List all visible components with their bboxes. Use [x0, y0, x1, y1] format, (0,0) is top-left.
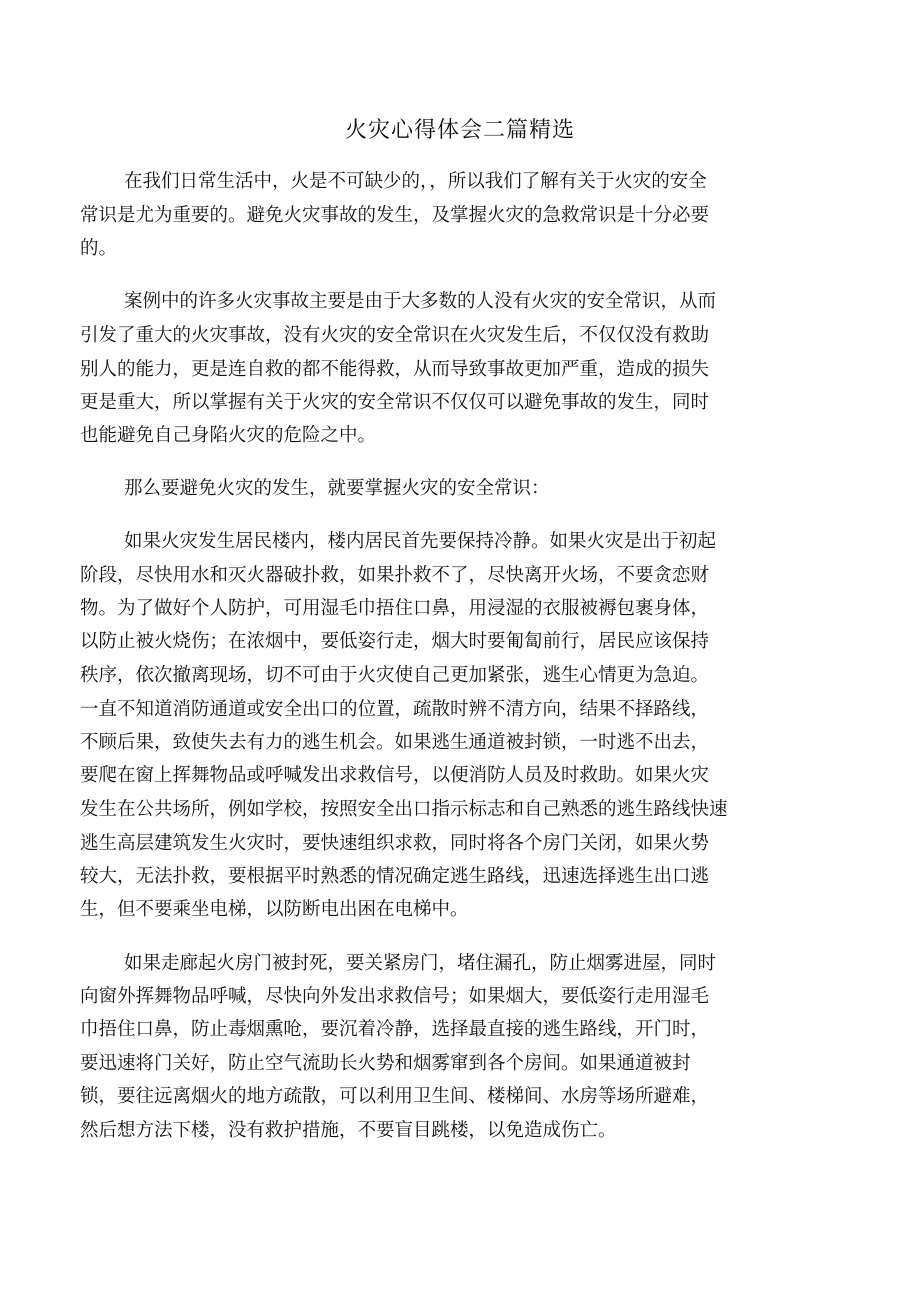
p5-line-2: 向窗外挥舞物品呼喊，尽快向外发出求救信号；如果烟大，要低姿行走用湿毛	[80, 986, 710, 1007]
p4-line-1: 如果火灾发生居民楼内，楼内居民首先要保持冷静。如果火灾是出于初起	[124, 531, 717, 552]
p5-line-1: 如果走廊起火房门被封死，要关紧房门，堵住漏孔，防止烟雾进屋，同时	[124, 953, 717, 974]
p1-line-2: 常识是尤为重要的。避免火灾事故的发生，及掌握火灾的急救常识是十分必要	[80, 205, 710, 226]
p4-line-11: 较大，无法扑救，要根据平时熟悉的情况确定逃生路线，迅速选择逃生出口逃	[80, 866, 710, 887]
p4-line-10: 逃生高层建筑发生火灾时，要快速组织求救，同时将各个房门关闭，如果火势	[80, 833, 710, 854]
p4-line-7: 不顾后果，致使失去有力的逃生机会。如果逃生通道被封锁，一时逃不出去，	[80, 732, 710, 753]
p5-line-3: 巾捂住口鼻，防止毒烟熏呛，要沉着冷静，选择最直接的逃生路线，开门时，	[80, 1019, 710, 1040]
p2-line-1: 案例中的许多火灾事故主要是由于大多数的人没有火灾的安全常识，从而	[124, 291, 717, 312]
p3-line-1: 那么要避免火灾的发生，就要掌握火灾的安全常识：	[124, 478, 550, 499]
p4-line-6: 一直不知道消防通道或安全出口的位置，疏散时辨不清方向，结果不择路线，	[80, 699, 710, 720]
p4-line-9: 发生在公共场所，例如学校，按照安全出口指示标志和自己熟悉的逃生路线快速	[80, 799, 728, 820]
p4-line-3: 物。为了做好个人防护，可用湿毛巾捂住口鼻，用浸湿的衣服被褥包裹身体，	[80, 598, 710, 619]
p2-line-3: 别人的能力，更是连自救的都不能得救，从而导致事故更加严重，造成的损失	[80, 359, 710, 380]
p4-line-2: 阶段，尽快用水和灭火器破扑救，如果扑救不了，尽快离开火场，不要贪恋财	[80, 565, 710, 586]
p1-line-1: 在我们日常生活中，火是不可缺少的，，所以我们了解有关于火灾的安全	[124, 171, 707, 192]
p1-line-3: 的。	[80, 238, 118, 259]
p2-line-5: 也能避免自己身陷火灾的危险之中。	[80, 425, 377, 446]
p4-line-5: 秩序，依次撤离现场，切不可由于火灾使自己更加紧张，逃生心情更为急迫。	[80, 665, 710, 686]
p4-line-8: 要爬在窗上挥舞物品或呼喊发出求救信号，以便消防人员及时救助。如果火灾	[80, 765, 710, 786]
p5-line-5: 锁，要往远离烟火的地方疏散，可以利用卫生间、楼梯间、水房等场所避难，	[80, 1086, 710, 1107]
p5-line-6: 然后想方法下楼，没有救护措施，不要盲目跳楼，以免造成伤亡。	[80, 1120, 617, 1141]
document-title: 火灾心得体会二篇精选	[344, 118, 575, 143]
p4-line-4: 以防止被火烧伤；在浓烟中，要低姿行走，烟大时要匍匐前行，居民应该保持	[80, 631, 710, 652]
p2-line-2: 引发了重大的火灾事故，没有火灾的安全常识在火灾发生后，不仅仅没有救助	[80, 325, 710, 346]
p2-line-4: 更是重大，所以掌握有关于火灾的安全常识不仅仅可以避免事故的发生，同时	[80, 392, 710, 413]
p5-line-4: 要迅速将门关好，防止空气流助长火势和烟雾窜到各个房间。如果通道被封	[80, 1053, 691, 1074]
p4-line-12: 生，但不要乘坐电梯，以防断电出困在电梯中。	[80, 899, 469, 920]
